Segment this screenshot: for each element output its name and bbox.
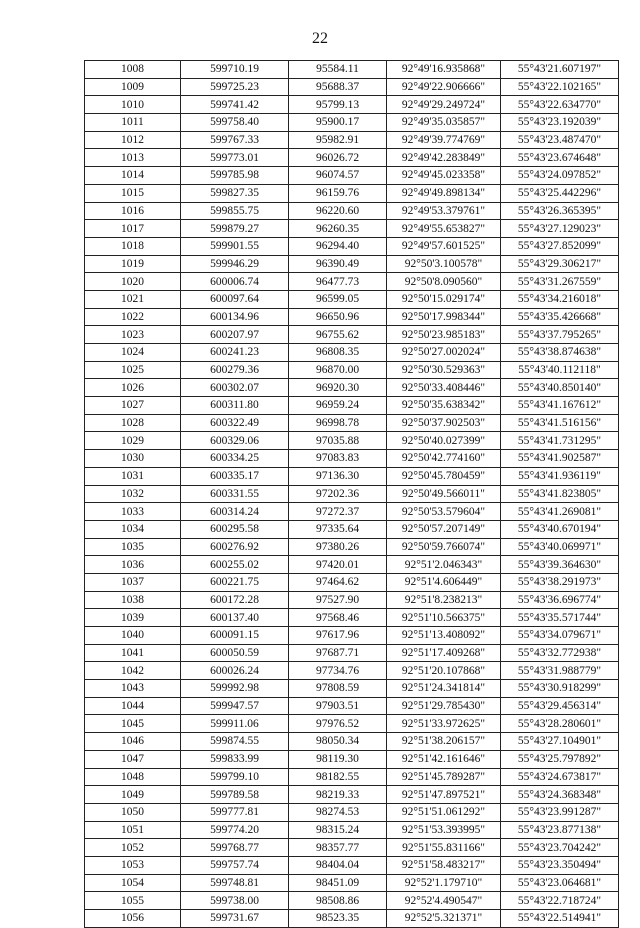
x-coordinate-cell: 600331.55 (181, 485, 289, 503)
longitude-cell: 92°50'57.207149" (387, 520, 501, 538)
y-coordinate-cell: 96159.76 (289, 184, 387, 202)
x-coordinate-cell: 599748.81 (181, 874, 289, 892)
longitude-cell: 92°49'45.023358" (387, 167, 501, 185)
latitude-cell: 55°43'30.918299" (501, 680, 619, 698)
point-number-cell: 1020 (85, 273, 181, 291)
table-row (85, 697, 619, 715)
x-coordinate-cell: 600006.74 (181, 273, 289, 291)
point-number-cell: 1051 (85, 821, 181, 839)
longitude-cell: 92°51'55.831166" (387, 839, 501, 857)
table-row (85, 326, 619, 344)
point-number-cell: 1017 (85, 220, 181, 238)
latitude-cell: 55°43'31.988779" (501, 662, 619, 680)
table-row (85, 432, 619, 450)
latitude-cell: 55°43'35.426668" (501, 308, 619, 326)
point-number-cell: 1049 (85, 786, 181, 804)
longitude-cell: 92°50'8.090560" (387, 273, 501, 291)
longitude-cell: 92°49'29.249724" (387, 96, 501, 114)
y-coordinate-cell: 96074.57 (289, 167, 387, 185)
latitude-cell: 55°43'36.696774" (501, 591, 619, 609)
latitude-cell: 55°43'40.850140" (501, 379, 619, 397)
latitude-cell: 55°43'40.112118" (501, 361, 619, 379)
longitude-cell: 92°51'17.409268" (387, 644, 501, 662)
point-number-cell: 1025 (85, 361, 181, 379)
x-coordinate-cell: 599833.99 (181, 750, 289, 768)
longitude-cell: 92°49'57.601525" (387, 237, 501, 255)
point-number-cell: 1041 (85, 644, 181, 662)
y-coordinate-cell: 96755.62 (289, 326, 387, 344)
y-coordinate-cell: 96294.40 (289, 237, 387, 255)
latitude-cell: 55°43'29.456314" (501, 697, 619, 715)
y-coordinate-cell: 96998.78 (289, 414, 387, 432)
longitude-cell: 92°52'5.321371" (387, 910, 501, 928)
latitude-cell: 55°43'28.280601" (501, 715, 619, 733)
table-row (85, 344, 619, 362)
latitude-cell: 55°43'41.269081" (501, 503, 619, 521)
latitude-cell: 55°43'41.516156" (501, 414, 619, 432)
x-coordinate-cell: 599911.06 (181, 715, 289, 733)
x-coordinate-cell: 600172.28 (181, 591, 289, 609)
table-row (85, 662, 619, 680)
table-row (85, 644, 619, 662)
y-coordinate-cell: 96959.24 (289, 397, 387, 415)
y-coordinate-cell: 96808.35 (289, 344, 387, 362)
y-coordinate-cell: 95982.91 (289, 131, 387, 149)
latitude-cell: 55°43'25.797892" (501, 750, 619, 768)
y-coordinate-cell: 97380.26 (289, 538, 387, 556)
latitude-cell: 55°43'41.902587" (501, 450, 619, 468)
y-coordinate-cell: 97903.51 (289, 697, 387, 715)
x-coordinate-cell: 599879.27 (181, 220, 289, 238)
y-coordinate-cell: 97617.96 (289, 627, 387, 645)
latitude-cell: 55°43'23.192039" (501, 114, 619, 132)
longitude-cell: 92°51'10.566375" (387, 609, 501, 627)
latitude-cell: 55°43'38.874638" (501, 344, 619, 362)
point-number-cell: 1024 (85, 344, 181, 362)
x-coordinate-cell: 600322.49 (181, 414, 289, 432)
longitude-cell: 92°50'53.579604" (387, 503, 501, 521)
point-number-cell: 1027 (85, 397, 181, 415)
y-coordinate-cell: 98274.53 (289, 803, 387, 821)
y-coordinate-cell: 96477.73 (289, 273, 387, 291)
latitude-cell: 55°43'32.772938" (501, 644, 619, 662)
x-coordinate-cell: 600255.02 (181, 556, 289, 574)
longitude-cell: 92°49'39.774769" (387, 131, 501, 149)
longitude-cell: 92°49'22.906666" (387, 78, 501, 96)
x-coordinate-cell: 599785.98 (181, 167, 289, 185)
longitude-cell: 92°51'38.206157" (387, 733, 501, 751)
table-row (85, 273, 619, 291)
longitude-cell: 92°50'37.902503" (387, 414, 501, 432)
latitude-cell: 55°43'38.291973" (501, 573, 619, 591)
x-coordinate-cell: 599768.77 (181, 839, 289, 857)
point-number-cell: 1056 (85, 910, 181, 928)
y-coordinate-cell: 97272.37 (289, 503, 387, 521)
x-coordinate-cell: 599731.67 (181, 910, 289, 928)
y-coordinate-cell: 98315.24 (289, 821, 387, 839)
point-number-cell: 1037 (85, 573, 181, 591)
x-coordinate-cell: 599827.35 (181, 184, 289, 202)
latitude-cell: 55°43'24.673817" (501, 768, 619, 786)
longitude-cell: 92°51'8.238213" (387, 591, 501, 609)
point-number-cell: 1045 (85, 715, 181, 733)
y-coordinate-cell: 97202.36 (289, 485, 387, 503)
table-row (85, 379, 619, 397)
y-coordinate-cell: 96599.05 (289, 290, 387, 308)
x-coordinate-cell: 599855.75 (181, 202, 289, 220)
longitude-cell: 92°51'42.161646" (387, 750, 501, 768)
point-number-cell: 1008 (85, 61, 181, 79)
x-coordinate-cell: 599710.19 (181, 61, 289, 79)
point-number-cell: 1021 (85, 290, 181, 308)
y-coordinate-cell: 97420.01 (289, 556, 387, 574)
point-number-cell: 1044 (85, 697, 181, 715)
longitude-cell: 92°50'35.638342" (387, 397, 501, 415)
latitude-cell: 55°43'22.718724" (501, 892, 619, 910)
point-number-cell: 1047 (85, 750, 181, 768)
table-row (85, 503, 619, 521)
longitude-cell: 92°51'58.483217" (387, 856, 501, 874)
x-coordinate-cell: 600311.80 (181, 397, 289, 415)
x-coordinate-cell: 600276.92 (181, 538, 289, 556)
x-coordinate-cell: 599773.01 (181, 149, 289, 167)
latitude-cell: 55°43'26.365395" (501, 202, 619, 220)
point-number-cell: 1043 (85, 680, 181, 698)
point-number-cell: 1026 (85, 379, 181, 397)
x-coordinate-cell: 600241.23 (181, 344, 289, 362)
y-coordinate-cell: 98404.04 (289, 856, 387, 874)
latitude-cell: 55°43'37.795265" (501, 326, 619, 344)
longitude-cell: 92°50'49.566011" (387, 485, 501, 503)
point-number-cell: 1046 (85, 733, 181, 751)
point-number-cell: 1011 (85, 114, 181, 132)
point-number-cell: 1040 (85, 627, 181, 645)
latitude-cell: 55°43'22.102165" (501, 78, 619, 96)
table-row (85, 78, 619, 96)
longitude-cell: 92°49'42.283849" (387, 149, 501, 167)
point-number-cell: 1033 (85, 503, 181, 521)
latitude-cell: 55°43'21.607197" (501, 61, 619, 79)
x-coordinate-cell: 599874.55 (181, 733, 289, 751)
longitude-cell: 92°51'4.606449" (387, 573, 501, 591)
table-row (85, 892, 619, 910)
y-coordinate-cell: 95584.11 (289, 61, 387, 79)
latitude-cell: 55°43'27.104901" (501, 733, 619, 751)
longitude-cell: 92°51'2.046343" (387, 556, 501, 574)
table-row (85, 131, 619, 149)
y-coordinate-cell: 97808.59 (289, 680, 387, 698)
y-coordinate-cell: 96920.30 (289, 379, 387, 397)
point-number-cell: 1031 (85, 467, 181, 485)
x-coordinate-cell: 599758.40 (181, 114, 289, 132)
point-number-cell: 1038 (85, 591, 181, 609)
point-number-cell: 1016 (85, 202, 181, 220)
latitude-cell: 55°43'23.350494" (501, 856, 619, 874)
latitude-cell: 55°43'34.216018" (501, 290, 619, 308)
longitude-cell: 92°52'1.179710" (387, 874, 501, 892)
latitude-cell: 55°43'25.442296" (501, 184, 619, 202)
y-coordinate-cell: 98219.33 (289, 786, 387, 804)
x-coordinate-cell: 599946.29 (181, 255, 289, 273)
latitude-cell: 55°43'23.674648" (501, 149, 619, 167)
table-row (85, 361, 619, 379)
latitude-cell: 55°43'34.079671" (501, 627, 619, 645)
y-coordinate-cell: 96220.60 (289, 202, 387, 220)
y-coordinate-cell: 98050.34 (289, 733, 387, 751)
table-row (85, 910, 619, 928)
table-row (85, 803, 619, 821)
point-number-cell: 1048 (85, 768, 181, 786)
latitude-cell: 55°43'41.167612" (501, 397, 619, 415)
point-number-cell: 1054 (85, 874, 181, 892)
x-coordinate-cell: 600137.40 (181, 609, 289, 627)
table-row (85, 308, 619, 326)
point-number-cell: 1050 (85, 803, 181, 821)
latitude-cell: 55°43'22.634770" (501, 96, 619, 114)
x-coordinate-cell: 600329.06 (181, 432, 289, 450)
table-row (85, 768, 619, 786)
table-row (85, 856, 619, 874)
table-row (85, 450, 619, 468)
y-coordinate-cell: 95688.37 (289, 78, 387, 96)
latitude-cell: 55°43'24.097852" (501, 167, 619, 185)
table-row (85, 733, 619, 751)
coordinates-table (84, 60, 619, 928)
point-number-cell: 1052 (85, 839, 181, 857)
table-row (85, 237, 619, 255)
y-coordinate-cell: 97687.71 (289, 644, 387, 662)
table-row (85, 149, 619, 167)
y-coordinate-cell: 97335.64 (289, 520, 387, 538)
table-row (85, 839, 619, 857)
point-number-cell: 1029 (85, 432, 181, 450)
longitude-cell: 92°50'42.774160" (387, 450, 501, 468)
x-coordinate-cell: 599799.10 (181, 768, 289, 786)
table-row (85, 874, 619, 892)
x-coordinate-cell: 600334.25 (181, 450, 289, 468)
x-coordinate-cell: 599947.57 (181, 697, 289, 715)
y-coordinate-cell: 97083.83 (289, 450, 387, 468)
latitude-cell: 55°43'23.487470" (501, 131, 619, 149)
x-coordinate-cell: 600050.59 (181, 644, 289, 662)
table-row (85, 114, 619, 132)
x-coordinate-cell: 600097.64 (181, 290, 289, 308)
longitude-cell: 92°50'15.029174" (387, 290, 501, 308)
table-row (85, 255, 619, 273)
latitude-cell: 55°43'40.069971" (501, 538, 619, 556)
latitude-cell: 55°43'24.368348" (501, 786, 619, 804)
table-row (85, 485, 619, 503)
page-number: 22 (312, 30, 328, 47)
longitude-cell: 92°50'59.766074" (387, 538, 501, 556)
point-number-cell: 1015 (85, 184, 181, 202)
x-coordinate-cell: 600026.24 (181, 662, 289, 680)
table-row (85, 538, 619, 556)
x-coordinate-cell: 599738.00 (181, 892, 289, 910)
latitude-cell: 55°43'23.064681" (501, 874, 619, 892)
x-coordinate-cell: 600134.96 (181, 308, 289, 326)
latitude-cell: 55°43'22.514941" (501, 910, 619, 928)
point-number-cell: 1030 (85, 450, 181, 468)
x-coordinate-cell: 599741.42 (181, 96, 289, 114)
y-coordinate-cell: 96026.72 (289, 149, 387, 167)
point-number-cell: 1055 (85, 892, 181, 910)
table-row (85, 220, 619, 238)
y-coordinate-cell: 95900.17 (289, 114, 387, 132)
x-coordinate-cell: 599757.74 (181, 856, 289, 874)
x-coordinate-cell: 600335.17 (181, 467, 289, 485)
point-number-cell: 1018 (85, 237, 181, 255)
y-coordinate-cell: 95799.13 (289, 96, 387, 114)
longitude-cell: 92°49'55.653827" (387, 220, 501, 238)
table-row (85, 556, 619, 574)
latitude-cell: 55°43'41.731295" (501, 432, 619, 450)
point-number-cell: 1036 (85, 556, 181, 574)
latitude-cell: 55°43'27.852099" (501, 237, 619, 255)
table-row (85, 573, 619, 591)
table-row (85, 591, 619, 609)
y-coordinate-cell: 97035.88 (289, 432, 387, 450)
point-number-cell: 1053 (85, 856, 181, 874)
table-row (85, 414, 619, 432)
x-coordinate-cell: 599789.58 (181, 786, 289, 804)
y-coordinate-cell: 98451.09 (289, 874, 387, 892)
longitude-cell: 92°51'13.408092" (387, 627, 501, 645)
y-coordinate-cell: 96870.00 (289, 361, 387, 379)
x-coordinate-cell: 599901.55 (181, 237, 289, 255)
point-number-cell: 1010 (85, 96, 181, 114)
point-number-cell: 1032 (85, 485, 181, 503)
longitude-cell: 92°51'51.061292" (387, 803, 501, 821)
x-coordinate-cell: 600279.36 (181, 361, 289, 379)
longitude-cell: 92°51'29.785430" (387, 697, 501, 715)
coordinates-table-body (85, 61, 619, 928)
y-coordinate-cell: 97734.76 (289, 662, 387, 680)
longitude-cell: 92°50'17.998344" (387, 308, 501, 326)
y-coordinate-cell: 97527.90 (289, 591, 387, 609)
table-row (85, 750, 619, 768)
table-row (85, 202, 619, 220)
table-row (85, 96, 619, 114)
y-coordinate-cell: 96650.96 (289, 308, 387, 326)
y-coordinate-cell: 97136.30 (289, 467, 387, 485)
point-number-cell: 1014 (85, 167, 181, 185)
point-number-cell: 1042 (85, 662, 181, 680)
table-row (85, 290, 619, 308)
longitude-cell: 92°51'24.341814" (387, 680, 501, 698)
x-coordinate-cell: 600314.24 (181, 503, 289, 521)
longitude-cell: 92°49'16.935868" (387, 61, 501, 79)
y-coordinate-cell: 98357.77 (289, 839, 387, 857)
x-coordinate-cell: 599725.23 (181, 78, 289, 96)
latitude-cell: 55°43'41.823805" (501, 485, 619, 503)
table-row (85, 821, 619, 839)
y-coordinate-cell: 97464.62 (289, 573, 387, 591)
x-coordinate-cell: 599992.98 (181, 680, 289, 698)
longitude-cell: 92°51'45.789287" (387, 768, 501, 786)
table-row (85, 184, 619, 202)
y-coordinate-cell: 98119.30 (289, 750, 387, 768)
latitude-cell: 55°43'40.670194" (501, 520, 619, 538)
latitude-cell: 55°43'29.306217" (501, 255, 619, 273)
table-row (85, 609, 619, 627)
longitude-cell: 92°50'33.408446" (387, 379, 501, 397)
latitude-cell: 55°43'35.571744" (501, 609, 619, 627)
table-row (85, 715, 619, 733)
longitude-cell: 92°49'49.898134" (387, 184, 501, 202)
longitude-cell: 92°51'47.897521" (387, 786, 501, 804)
longitude-cell: 92°50'30.529363" (387, 361, 501, 379)
table-row (85, 467, 619, 485)
x-coordinate-cell: 600221.75 (181, 573, 289, 591)
y-coordinate-cell: 98182.55 (289, 768, 387, 786)
table-row (85, 627, 619, 645)
point-number-cell: 1013 (85, 149, 181, 167)
point-number-cell: 1012 (85, 131, 181, 149)
y-coordinate-cell: 96260.35 (289, 220, 387, 238)
longitude-cell: 92°52'4.490547" (387, 892, 501, 910)
point-number-cell: 1028 (85, 414, 181, 432)
point-number-cell: 1019 (85, 255, 181, 273)
longitude-cell: 92°51'53.393995" (387, 821, 501, 839)
point-number-cell: 1034 (85, 520, 181, 538)
latitude-cell: 55°43'41.936119" (501, 467, 619, 485)
latitude-cell: 55°43'23.704242" (501, 839, 619, 857)
longitude-cell: 92°50'27.002024" (387, 344, 501, 362)
table-row (85, 520, 619, 538)
x-coordinate-cell: 599774.20 (181, 821, 289, 839)
longitude-cell: 92°50'3.100578" (387, 255, 501, 273)
table-row (85, 680, 619, 698)
x-coordinate-cell: 600207.97 (181, 326, 289, 344)
x-coordinate-cell: 599767.33 (181, 131, 289, 149)
point-number-cell: 1022 (85, 308, 181, 326)
longitude-cell: 92°49'53.379761" (387, 202, 501, 220)
latitude-cell: 55°43'39.364630" (501, 556, 619, 574)
table-row (85, 397, 619, 415)
table-row (85, 167, 619, 185)
y-coordinate-cell: 97568.46 (289, 609, 387, 627)
longitude-cell: 92°50'45.780459" (387, 467, 501, 485)
longitude-cell: 92°51'33.972625" (387, 715, 501, 733)
longitude-cell: 92°50'40.027399" (387, 432, 501, 450)
latitude-cell: 55°43'31.267559" (501, 273, 619, 291)
point-number-cell: 1035 (85, 538, 181, 556)
latitude-cell: 55°43'23.991287" (501, 803, 619, 821)
x-coordinate-cell: 600295.58 (181, 520, 289, 538)
y-coordinate-cell: 98508.86 (289, 892, 387, 910)
y-coordinate-cell: 98523.35 (289, 910, 387, 928)
longitude-cell: 92°51'20.107868" (387, 662, 501, 680)
x-coordinate-cell: 600302.07 (181, 379, 289, 397)
y-coordinate-cell: 97976.52 (289, 715, 387, 733)
table-row (85, 61, 619, 79)
table-row (85, 786, 619, 804)
point-number-cell: 1023 (85, 326, 181, 344)
point-number-cell: 1009 (85, 78, 181, 96)
latitude-cell: 55°43'27.129023" (501, 220, 619, 238)
longitude-cell: 92°50'23.985183" (387, 326, 501, 344)
point-number-cell: 1039 (85, 609, 181, 627)
x-coordinate-cell: 599777.81 (181, 803, 289, 821)
longitude-cell: 92°49'35.035857" (387, 114, 501, 132)
x-coordinate-cell: 600091.15 (181, 627, 289, 645)
y-coordinate-cell: 96390.49 (289, 255, 387, 273)
latitude-cell: 55°43'23.877138" (501, 821, 619, 839)
